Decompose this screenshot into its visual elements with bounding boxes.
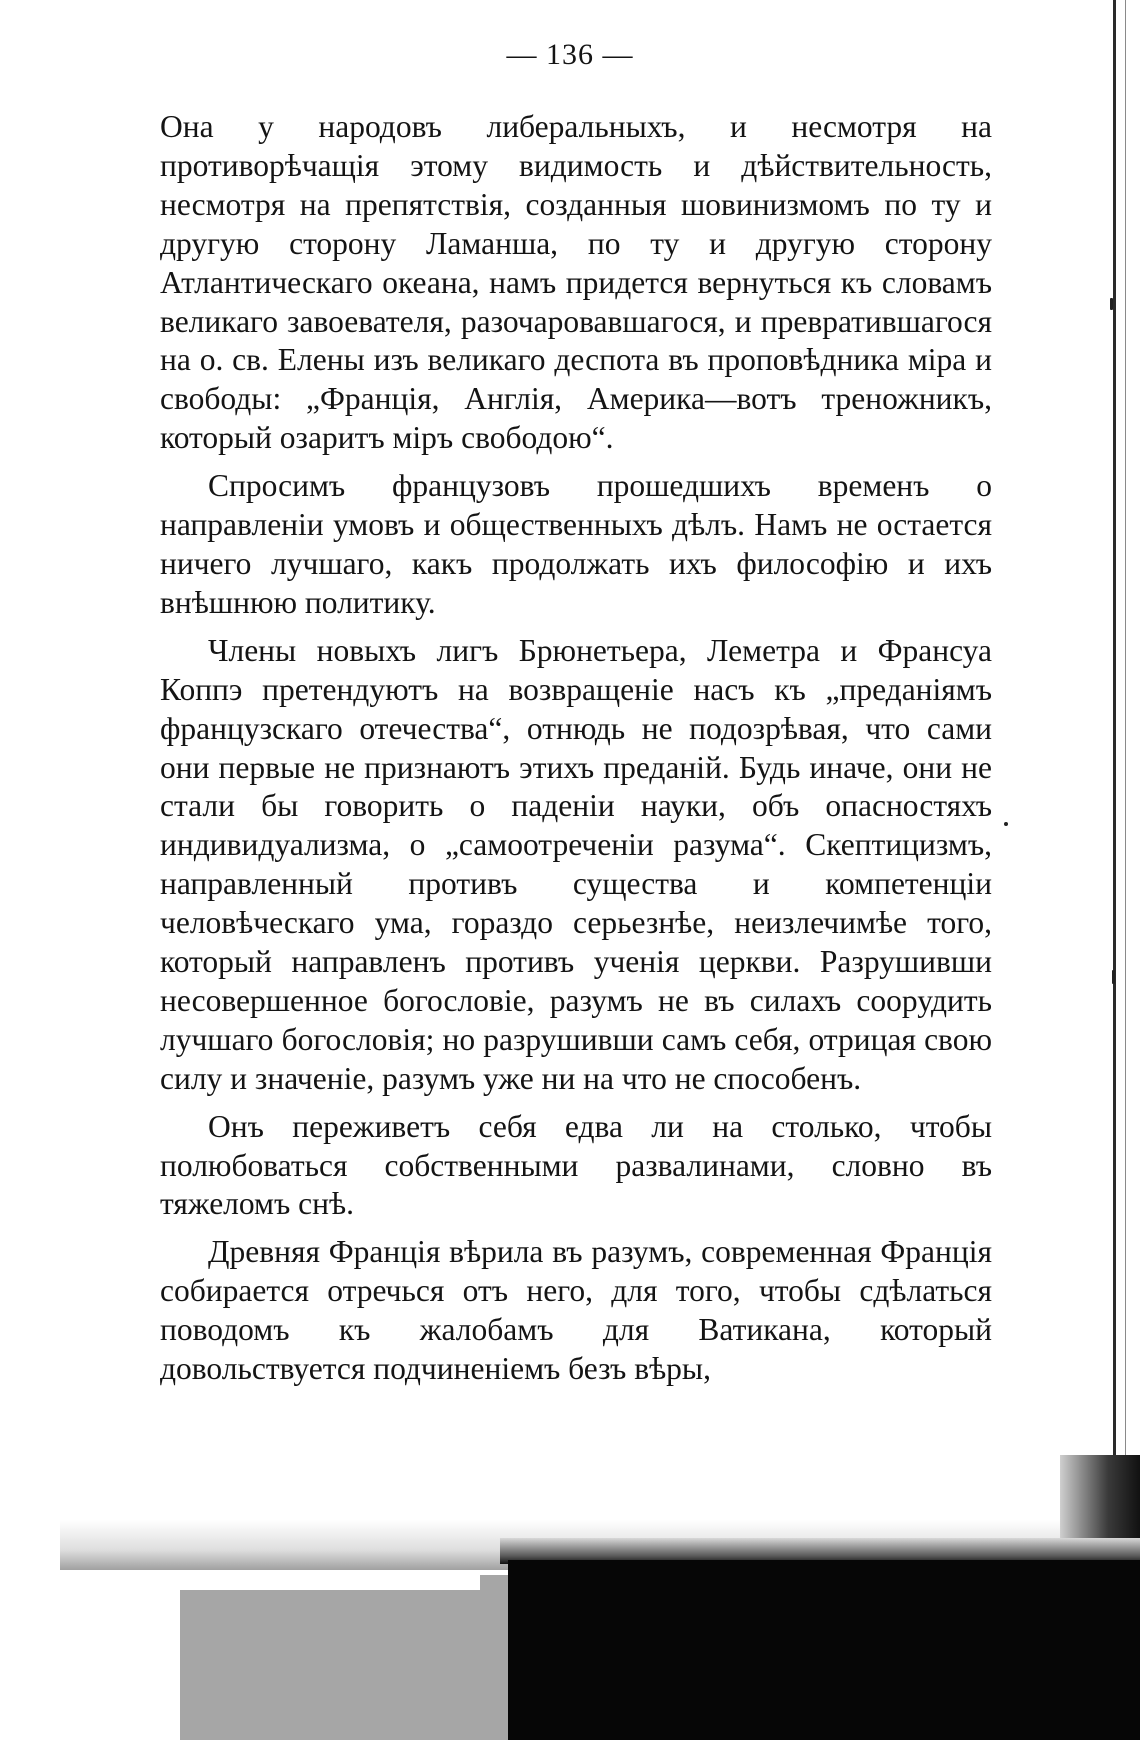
paragraph-2: Спросимъ французовъ прошедшихъ временъ о направленіи умовъ и общественныхъ дѣлъ. Намъ не остается ничего лучшаго, какъ продолжать ихъ философію и ихъ внѣшнюю политику. xyxy=(160,468,992,620)
page-edge-line-faint xyxy=(1125,0,1126,1460)
scan-black-area xyxy=(508,1560,1140,1740)
paragraph-4: Онъ переживетъ себя едва ли на столько, чтобы полюбоваться собственными развалинами, словно въ тяжеломъ снѣ. xyxy=(160,1108,992,1222)
scan-gray-area xyxy=(180,1590,500,1740)
scan-speck xyxy=(1110,298,1113,310)
page-number: — 136 — xyxy=(506,38,634,71)
body-text xyxy=(160,108,992,1389)
scan-speck xyxy=(1004,822,1008,826)
paragraph-1: Она у народовъ либеральныхъ, и несмотря на противорѣчащія этому видимость и дѣйствительность, несмотря на препятствія, созданныя шовинизмомъ по ту и другую сторону Ламанша, по ту и другую сторону Атлантическаго океана, намъ придется вернуться къ словамъ великаго завоевателя, разочаровавшагося, и превратившагося на о. св. Елены изъ великаго деспота въ проповѣдника міра и свободы: „Францiя, Англія, Америка—вотъ треножникъ, который озаритъ міръ свободою“. xyxy=(160,109,992,456)
scan-speck xyxy=(1112,970,1115,984)
page-edge-line xyxy=(1113,0,1116,1460)
paragraph-3: Члены новыхъ лигъ Брюнетьера, Леметра и Франсуа Коппэ претендуютъ на возвращеніе насъ къ „преданіямъ французскаго отечества“, отнюдь не подозрѣвая, что сами они первые не признаютъ этихъ преданій. Будь иначе, они не стали бы говорить о паденіи науки, объ опасностяхъ индивидуализма, о „самоотреченіи разума“. Скептицизмъ, направленный противъ существа и компетенціи человѣческаго ума, гораздо серьезнѣе, неизлечимѣе того, который направленъ противъ ученія церкви. Разрушивши несовершенное богословіе, разумъ не въ силахъ соорудить лучшаго богословія; но разрушивши самъ себя, отрицая свою силу и значеніе, разумъ уже ни на что не способенъ. xyxy=(160,632,992,1096)
scan-gray-step xyxy=(480,1575,510,1740)
paragraph-5: Древняя Францiя вѣрила въ разумъ, современная Францiя собирается отречься отъ него, для того, чтобы сдѣлаться поводомъ къ жалобамъ для Ватикана, который довольствуется подчиненіемъ безъ вѣры, xyxy=(160,1234,992,1387)
